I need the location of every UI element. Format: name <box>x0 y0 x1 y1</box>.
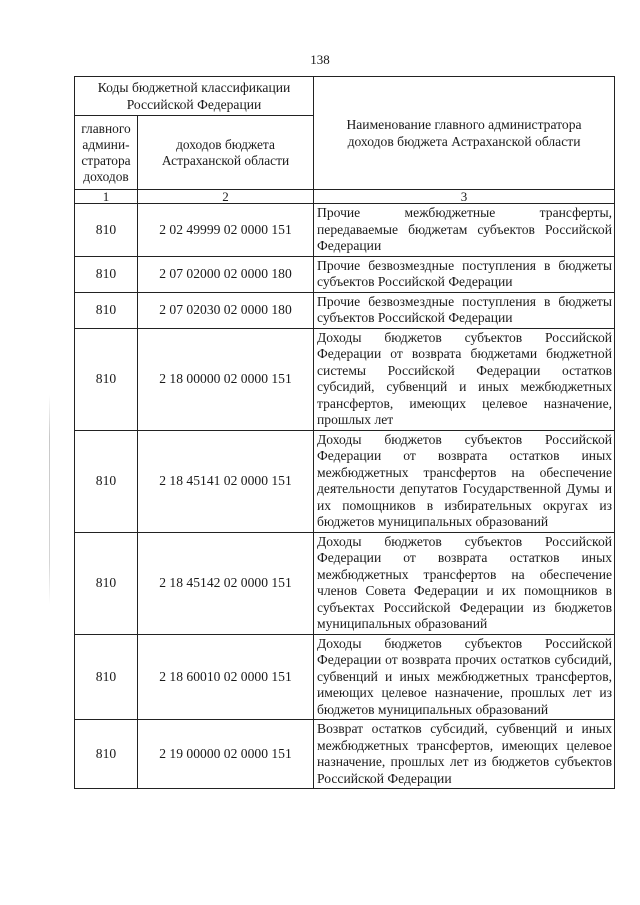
name-cell: Прочие безвозмездные поступления в бюджеты субъектов Российской Федерации <box>314 256 615 292</box>
admin-code-cell: 810 <box>75 256 138 292</box>
income-code-cell: 2 18 45141 02 0000 151 <box>138 430 314 532</box>
scan-margin-line <box>49 395 50 605</box>
admin-code-cell: 810 <box>75 634 138 720</box>
header-row-group <box>75 77 615 116</box>
table-row <box>75 532 615 634</box>
income-code-cell: 2 07 02000 02 0000 180 <box>138 256 314 292</box>
income-code-cell: 2 07 02030 02 0000 180 <box>138 292 314 328</box>
name-cell: Доходы бюджетов субъектов Российской Федерации от возврата прочих остатков субсидий, субвенций и иных межбюджетных трансфертов, имеющих целевое назначение, прошлых лет из бюджетов муниципальных образований <box>314 634 615 720</box>
table-row <box>75 256 615 292</box>
table-row <box>75 328 615 430</box>
admin-code-cell: 810 <box>75 328 138 430</box>
admin-code-cell: 810 <box>75 720 138 789</box>
header-admin-code: главного админи-стратора доходов <box>75 116 138 190</box>
table-row <box>75 204 615 257</box>
income-code-cell: 2 18 60010 02 0000 151 <box>138 634 314 720</box>
column-number-1: 1 <box>75 190 138 204</box>
column-number-2: 2 <box>138 190 314 204</box>
header-income-code: доходов бюджета Астраханской области <box>138 116 314 190</box>
column-number-3: 3 <box>314 190 615 204</box>
income-code-cell: 2 18 45142 02 0000 151 <box>138 532 314 634</box>
income-code-cell: 2 02 49999 02 0000 151 <box>138 204 314 257</box>
header-name-column: Наименование главного администратора доходов бюджета Астраханской области <box>314 77 615 190</box>
name-cell: Прочие межбюджетные трансферты, передаваемые бюджетам субъектов Российской Федерации <box>314 204 615 257</box>
income-code-cell: 2 19 00000 02 0000 151 <box>138 720 314 789</box>
admin-code-cell: 810 <box>75 430 138 532</box>
name-cell: Доходы бюджетов субъектов Российской Федерации от возврата остатков иных межбюджетных трансфертов на обеспечение членов Совета Федерации и их помощников в субъектах Российской Федерации из бюджетов муниципальных образований <box>314 532 615 634</box>
income-code-cell: 2 18 00000 02 0000 151 <box>138 328 314 430</box>
name-cell: Доходы бюджетов субъектов Российской Федерации от возврата остатков иных межбюджетных трансфертов на обеспечение деятельности депутатов Государственной Думы и их помощников в избирательных округах из бюджетов муниципальных образований <box>314 430 615 532</box>
header-row-numbers <box>75 190 615 204</box>
table-row <box>75 634 615 720</box>
table-row <box>75 430 615 532</box>
page-number: 138 <box>310 52 330 67</box>
admin-code-cell: 810 <box>75 532 138 634</box>
admin-code-cell: 810 <box>75 292 138 328</box>
admin-code-cell: 810 <box>75 204 138 257</box>
name-cell: Доходы бюджетов субъектов Российской Федерации от возврата бюджетами бюджетной системы Российской Федерации остатков субсидий, субвенций и иных межбюджетных трансфертов, имеющих целевое назначение, прошлых лет <box>314 328 615 430</box>
budget-classification-table <box>74 76 615 789</box>
table-row <box>75 720 615 789</box>
header-codes-group: Коды бюджетной классификации Российской Федерации <box>75 77 314 116</box>
name-cell: Возврат остатков субсидий, субвенций и иных межбюджетных трансфертов, имеющих целевое назначение, прошлых лет из бюджетов субъектов Российской Федерации <box>314 720 615 789</box>
name-cell: Прочие безвозмездные поступления в бюджеты субъектов Российской Федерации <box>314 292 615 328</box>
table-row <box>75 292 615 328</box>
